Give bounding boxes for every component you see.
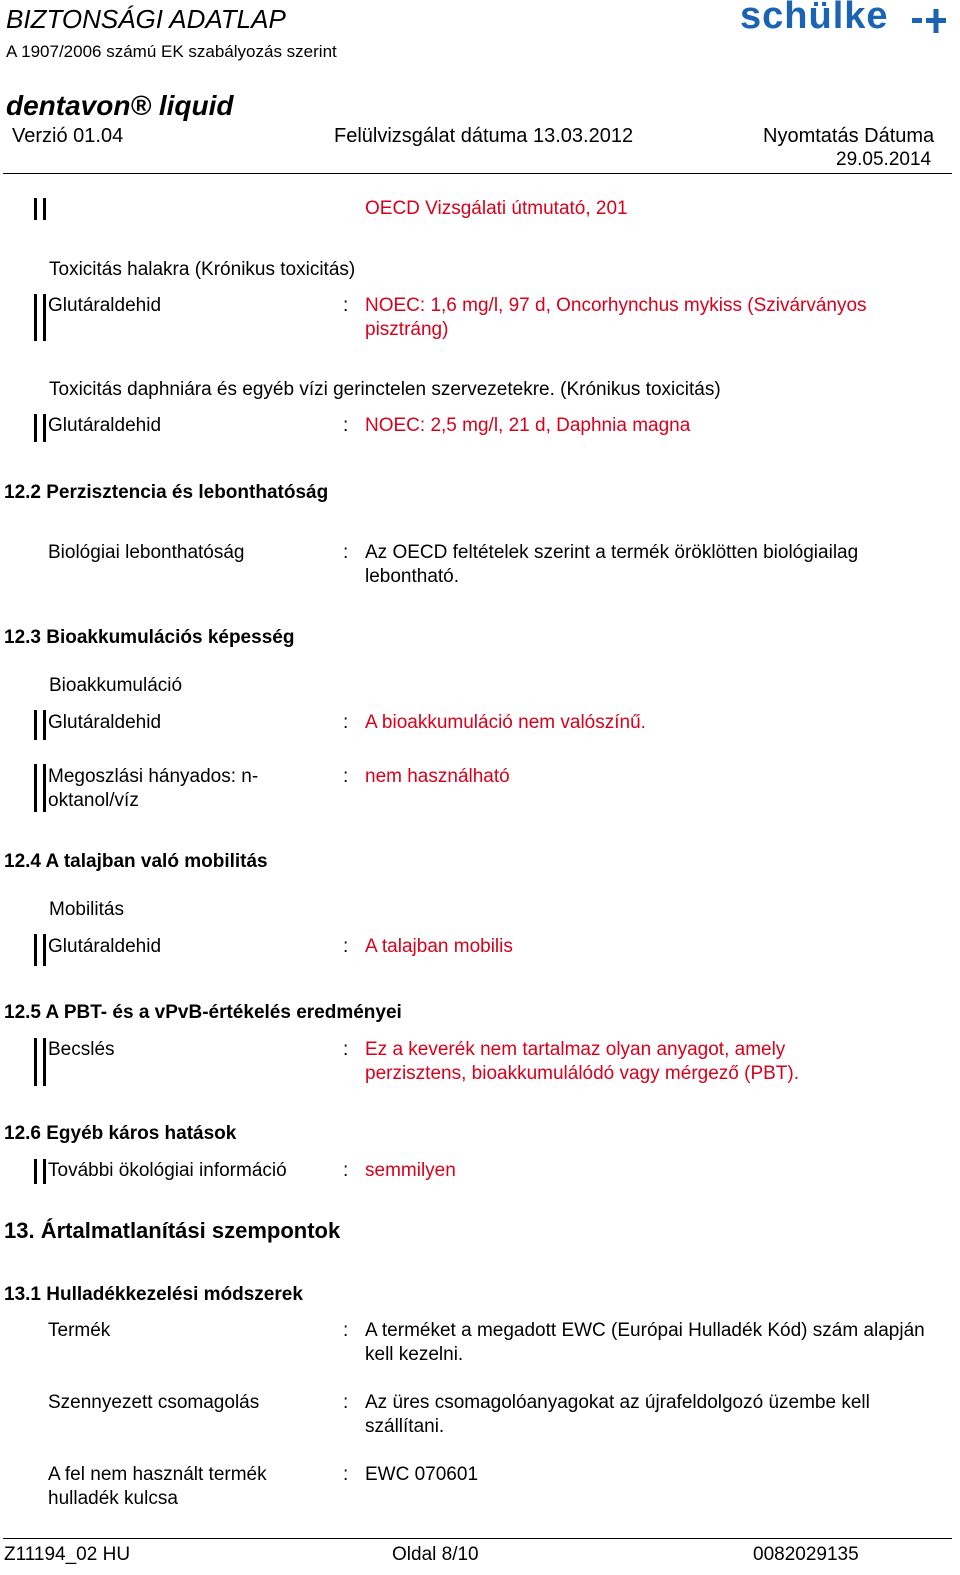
revision-date: Felülvizsgálat dátuma 13.03.2012 — [334, 125, 634, 147]
colon: : — [343, 1392, 349, 1413]
section-12-2-title: 12.2 Perzisztencia és lebonthatóság — [4, 482, 329, 503]
bioaccumulation-substance-label: Glutáraldehid — [48, 712, 162, 733]
daphnia-substance-label: Glutáraldehid — [48, 415, 162, 436]
section-12-6-title: 12.6 Egyéb káros hatások — [4, 1123, 237, 1144]
print-date: 29.05.2014 — [836, 149, 932, 170]
contaminated-packaging-label: Szennyezett csomagolás — [48, 1392, 260, 1413]
waste-product-label: Termék — [48, 1320, 111, 1341]
document-title: BIZTONSÁGI ADATLAP — [6, 4, 286, 34]
waste-product-value: A terméket a megadott EWC (Európai Hulladék Kód) szám alapján kell kezelni. — [365, 1320, 925, 1365]
version: Verzió 01.04 — [12, 125, 124, 147]
partition-coefficient-label: Megoszlási hányados: n-oktanol/víz — [48, 766, 259, 811]
regulation-subtitle: A 1907/2006 számú EK szabályozás szerint — [6, 42, 337, 61]
change-bar — [34, 414, 37, 442]
logo-wordmark: schülke — [740, 0, 889, 37]
section-13-1-title: 13.1 Hulladékkezelési módszerek — [4, 1284, 303, 1305]
colon: : — [343, 1039, 349, 1060]
colon: : — [343, 1320, 349, 1341]
change-bar — [34, 198, 37, 220]
schulke-logo — [740, 0, 950, 38]
header-divider — [3, 173, 952, 174]
change-bar — [43, 414, 46, 442]
change-bar — [34, 764, 37, 812]
change-bar — [34, 1038, 37, 1086]
ecological-info-label: További ökológiai információ — [48, 1160, 287, 1181]
fish-substance-label: Glutáraldehid — [48, 295, 162, 316]
assessment-label: Becslés — [48, 1039, 115, 1060]
change-bar — [43, 934, 46, 966]
section-12-4-title: 12.4 A talajban való mobilitás — [4, 851, 268, 872]
bioaccumulation-subheading: Bioakkumuláció — [49, 675, 183, 696]
colon: : — [343, 712, 349, 733]
colon: : — [343, 1160, 349, 1181]
ecological-info-value: semmilyen — [365, 1160, 456, 1181]
colon: : — [343, 415, 349, 436]
footer-divider — [3, 1538, 952, 1539]
fish-noec-value: NOEC: 1,6 mg/l, 97 d, Oncorhynchus mykiss (Szivárványos pisztráng) — [365, 295, 867, 340]
footer-doc-code: Z11194_02 HU — [4, 1544, 131, 1565]
biodegradability-label: Biológiai lebonthatóság — [48, 542, 245, 563]
change-bar — [43, 198, 46, 220]
partition-coefficient-value: nem használható — [365, 766, 510, 787]
change-bar — [43, 710, 46, 740]
change-bar — [43, 294, 46, 341]
contaminated-packaging-value: Az üres csomagolóanyagokat az újrafeldolgozó üzembe kell szállítani. — [365, 1392, 870, 1437]
colon: : — [343, 295, 349, 316]
colon: : — [343, 542, 349, 563]
change-bar — [34, 294, 37, 341]
change-bar — [34, 1159, 37, 1184]
logo-plus-icon — [912, 8, 946, 34]
biodegradability-value: Az OECD feltételek szerint a termék öröklötten biológiailag lebontható. — [365, 542, 859, 587]
change-bar — [34, 934, 37, 966]
pbt-assessment-value: Ez a keverék nem tartalmaz olyan anyagot, amely perzisztens, bioakkumulálódó vagy mérgező (PBT). — [365, 1039, 800, 1084]
oecd-guideline: OECD Vizsgálati útmutató, 201 — [365, 198, 628, 219]
waste-code-value: EWC 070601 — [365, 1464, 479, 1485]
mobility-substance-label: Glutáraldehid — [48, 936, 162, 957]
change-bar — [43, 1038, 46, 1086]
colon: : — [343, 766, 349, 787]
footer-page-number: Oldal 8/10 — [392, 1544, 479, 1565]
change-bar — [43, 764, 46, 812]
bioaccumulation-value: A bioakkumuláció nem valószínű. — [365, 712, 646, 733]
change-bar — [43, 1159, 46, 1184]
daphnia-toxicity-heading: Toxicitás daphniára és egyéb vízi gerinctelen szervezetekre. (Krónikus toxicitás) — [49, 379, 721, 400]
colon: : — [343, 1464, 349, 1485]
section-12-3-title: 12.3 Bioakkumulációs képesség — [4, 627, 295, 648]
section-12-5-title: 12.5 A PBT- és a vPvB-értékelés eredményei — [4, 1002, 402, 1023]
daphnia-noec-value: NOEC: 2,5 mg/l, 21 d, Daphnia magna — [365, 415, 691, 436]
mobility-subheading: Mobilitás — [49, 899, 124, 920]
change-bar — [34, 710, 37, 740]
product-name: dentavon® liquid — [6, 90, 234, 121]
waste-code-label: A fel nem használt termék hulladék kulcsa — [48, 1464, 267, 1509]
fish-toxicity-heading: Toxicitás halakra (Krónikus toxicitás) — [49, 259, 356, 280]
mobility-value: A talajban mobilis — [365, 936, 513, 957]
footer-material-number: 0082029135 — [753, 1544, 859, 1565]
print-date-label: Nyomtatás Dátuma — [763, 125, 935, 147]
section-13-title: 13. Ártalmatlanítási szempontok — [4, 1218, 341, 1243]
colon: : — [343, 936, 349, 957]
